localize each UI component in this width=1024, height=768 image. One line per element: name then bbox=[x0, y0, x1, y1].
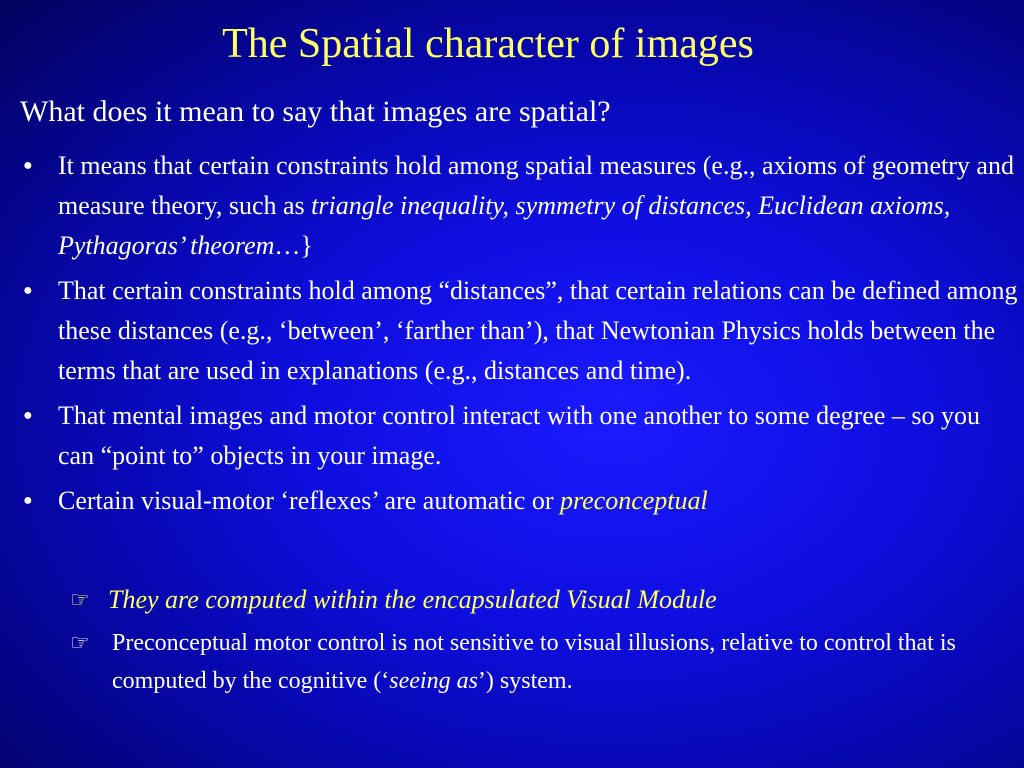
bullet-dot-icon: ● bbox=[23, 407, 33, 424]
sub-point-2-tail: ’) system. bbox=[477, 668, 573, 694]
sub-point-2-italic: seeing as bbox=[389, 668, 478, 694]
bullet-3-text: That mental images and motor control interact with one another to some degree – so you can “point to” objects in your image. bbox=[58, 401, 981, 470]
pointing-hand-icon: ☞ bbox=[70, 630, 90, 655]
bullet-dot-icon: ● bbox=[23, 282, 33, 299]
bullet-4-text: Certain visual-motor ‘reflexes’ are automatic or bbox=[58, 486, 560, 515]
sub-points bbox=[20, 582, 1020, 700]
pointing-hand-icon: ☞ bbox=[70, 587, 90, 612]
bullet-item-1 bbox=[20, 146, 1020, 266]
slide-subtitle: What does it mean to say that images are spatial? bbox=[20, 95, 611, 128]
bullet-1-tail: …} bbox=[274, 231, 313, 260]
sub-point-2-text: Preconceptual motor control is not sensitive to visual illusions, relative to control that is computed by the cognitive (‘ bbox=[112, 630, 956, 694]
bullet-dot-icon: ● bbox=[23, 157, 33, 174]
bullet-2-text: That certain constraints hold among “distances”, that certain relations can be defined among these distances (e.g., ‘between’, ‘farther than’), that Newtonian Physics holds between the terms that are used in explanations (e.g., distances and time). bbox=[58, 276, 1018, 385]
sub-point-1-text: They are computed within the encapsulated Visual Module bbox=[108, 585, 717, 614]
sub-point-2 bbox=[58, 624, 1020, 700]
bullet-item-3 bbox=[20, 396, 1020, 476]
bullet-4-italic: preconceptual bbox=[559, 486, 708, 515]
bullet-list bbox=[20, 146, 1020, 526]
bullet-dot-icon: ● bbox=[23, 492, 33, 509]
bullet-item-2 bbox=[20, 271, 1020, 391]
slide-title: The Spatial character of images bbox=[222, 21, 754, 67]
bullet-1-text: It means that certain constraints hold among spatial measures (e.g., axioms of geometry and measure theory, such as bbox=[58, 151, 1014, 220]
sub-point-1 bbox=[58, 582, 1020, 618]
bullet-item-4 bbox=[20, 481, 1020, 521]
bullet-1-italic: triangle inequality, symmetry of distances, Euclidean axioms, Pythagoras’ theorem bbox=[58, 191, 951, 260]
